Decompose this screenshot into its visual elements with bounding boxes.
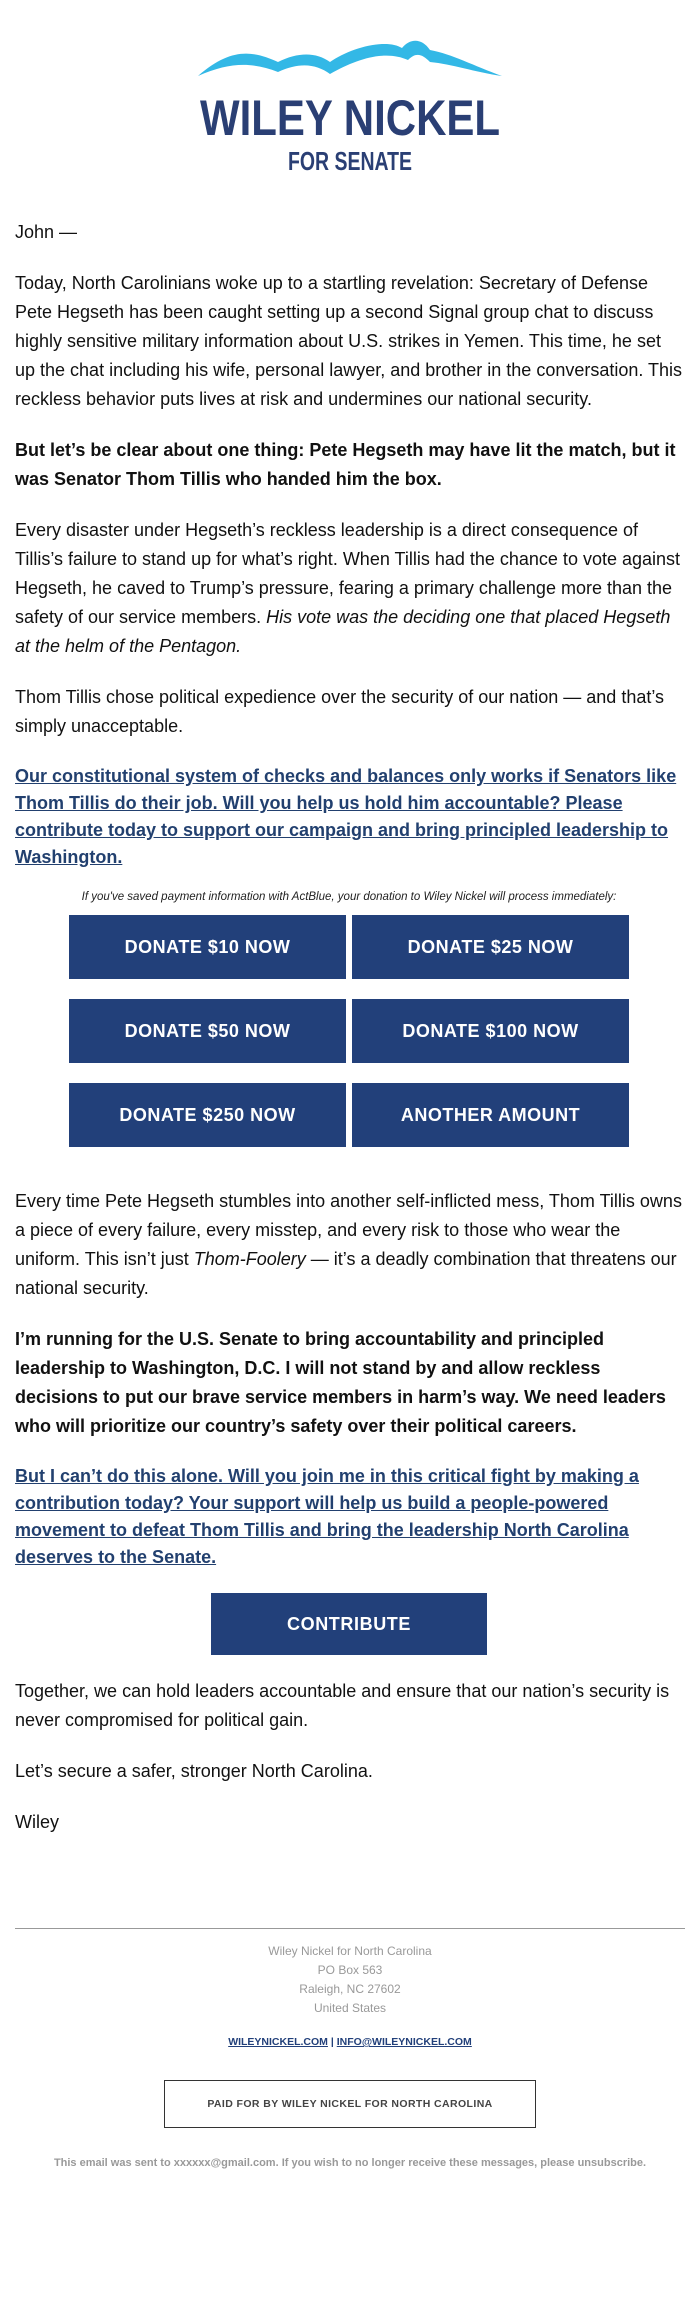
campaign-logo[interactable]: [0, 40, 700, 180]
mountains-logo-icon: [190, 40, 510, 180]
footer-address-line1: PO Box 563: [317, 1963, 383, 1977]
donate-50-button[interactable]: DONATE $50 NOW: [69, 999, 346, 1063]
donate-button-grid: [69, 915, 629, 1147]
paid-for-disclaimer: PAID FOR BY WILEY NICKEL FOR NORTH CAROLINA: [164, 2080, 536, 2128]
paragraph-thom-foolery-italic: Thom-Foolery: [193, 1249, 306, 1269]
paragraph-secure: Let’s secure a safer, stronger North Carolina.: [15, 1761, 373, 1781]
footer: [0, 1942, 700, 2173]
logo-name: WILEY NICKEL: [200, 90, 500, 146]
logo-subtitle: FOR SENATE: [288, 146, 412, 176]
signature: Wiley: [15, 1812, 59, 1832]
donate-other-amount-button[interactable]: ANOTHER AMOUNT: [352, 1083, 629, 1147]
donate-ask-link[interactable]: Our constitutional system of checks and balances only works if Senators like Thom Tillis do their job. Will you help us hold him accountable? Please contribute today to support our campaign and bring principled leadership to Washington.: [15, 766, 677, 867]
greeting: John —: [15, 222, 78, 242]
footer-country: United States: [313, 2001, 387, 2015]
contribute-ask-link[interactable]: But I can’t do this alone. Will you join me in this critical fight by making a contribution today? Your support will help us build a people-powered movement to defeat Thom Tillis and bring the leadership North Carolina deserves to the Senate.: [15, 1466, 639, 1567]
paragraph-together: Together, we can hold leaders accountable and ensure that our nation’s security is never compromised for political gain.: [15, 1681, 670, 1730]
paragraph-revelation: Today, North Carolinians woke up to a startling revelation: Secretary of Defense Pete Hegseth has been caught setting up a second Signal group chat to discuss highly sensitive military information about U.S. strikes in Yemen. This time, he set up the chat including his wife, personal lawyer, and brother in the conversation. This reckless behavior puts lives at risk and undermines our national security.: [15, 273, 683, 409]
donate-10-button[interactable]: DONATE $10 NOW: [69, 915, 346, 979]
paragraph-tillis-box: But let’s be clear about one thing: Pete Hegseth may have lit the match, but it was Senator Thom Tillis who handed him the box.: [15, 440, 676, 489]
footer-divider: [15, 1928, 685, 1929]
donate-100-button[interactable]: DONATE $100 NOW: [352, 999, 629, 1063]
paragraph-disaster-text: Every disaster under Hegseth’s reckless leadership is a direct consequence of Tillis’s failure to stand up for what’s right. When Tillis had the chance to vote against Hegseth, he caved to Trump’s pressure, fearing a primary challenge more than the safety of our service members.: [15, 520, 681, 627]
link-separator: |: [330, 2036, 334, 2048]
paragraph-thom-foolery-a: Every time Pete Hegseth stumbles into another self-inflicted mess, Thom Tillis owns a piece of every failure, every misstep, and every risk to those who wear the uniform. This isn’t just: [15, 1191, 682, 1269]
donate-250-button[interactable]: DONATE $250 NOW: [69, 1083, 346, 1147]
paragraph-disaster-italic: His vote was the deciding one that placed Hegseth at the helm of the Pentagon.: [15, 607, 671, 656]
paragraph-disaster: [15, 516, 683, 661]
paragraph-thom-foolery: [15, 1187, 683, 1303]
letter-content: [15, 218, 683, 1837]
footer-links: [0, 2033, 700, 2052]
website-link[interactable]: WILEYNICKEL.COM: [228, 2036, 328, 2048]
actblue-note: If you've saved payment information with ActBlue, your donation to Wiley Nickel will process immediately:: [81, 891, 617, 903]
donate-25-button[interactable]: DONATE $25 NOW: [352, 915, 629, 979]
paragraph-running: I’m running for the U.S. Senate to bring accountability and principled leadership to Washington, D.C. I will not stand by and allow reckless decisions to put our brave service members in harm’s way. We need leaders who will prioritize our country’s safety over their political careers.: [15, 1329, 666, 1436]
footer-address-line2: Raleigh, NC 27602: [299, 1982, 401, 1996]
unsubscribe-notice[interactable]: This email was sent to xxxxxx@gmail.com. If you wish to no longer receive these messages, please unsubscribe.: [53, 2157, 647, 2169]
paragraph-thom-foolery-b: — it’s a deadly combination that threatens our national security.: [15, 1249, 677, 1298]
email-link[interactable]: INFO@WILEYNICKEL.COM: [336, 2036, 472, 2048]
contribute-button[interactable]: CONTRIBUTE: [211, 1593, 487, 1655]
paragraph-expedience: Thom Tillis chose political expedience over the security of our nation — and that’s simply unacceptable.: [15, 687, 665, 736]
footer-org: Wiley Nickel for North Carolina: [268, 1944, 432, 1958]
